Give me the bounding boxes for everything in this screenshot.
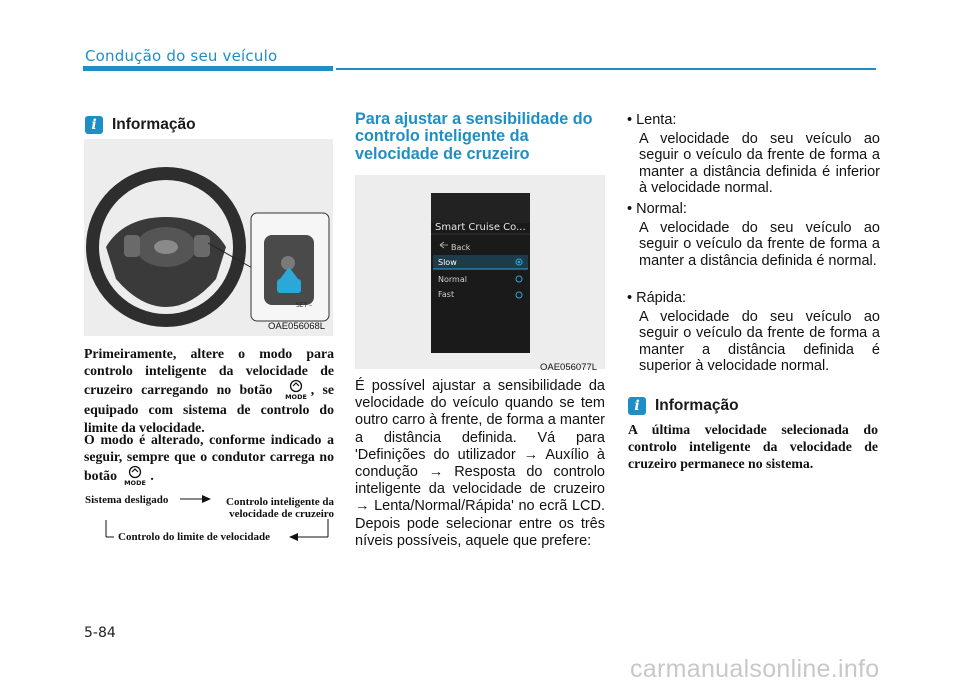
lcd-screen-title: Smart Cruise Co... <box>435 222 526 233</box>
diagram-system-off: Sistema desligado <box>85 494 169 506</box>
mode-button-icon-2-text: MODE <box>124 479 147 488</box>
bullet-rapida-body: A velocidade do seu veículo ao seguir o veículo da frente de forma a manter a distância definida é superior à velocidade normal. <box>639 308 880 374</box>
diagram-speed-limit: Controlo do limite de velocidade <box>118 531 270 543</box>
left-paragraph-2-end: . <box>150 468 154 484</box>
lcd-option-slow[interactable]: Slow <box>438 258 457 267</box>
info-heading-left <box>85 116 196 134</box>
section-title-sensitivity: Para ajustar a sensibilidade do controlo inteligente da velocidade de cruzeiro <box>355 110 593 163</box>
bullet-normal-body: A velocidade do seu veículo ao seguir o veículo da frente de forma a manter a distância definida é normal. <box>639 219 880 269</box>
left-paragraph-2-start: O modo é alterado, conforme indicado a seguir, sempre que o condutor carrega no botão <box>84 432 334 484</box>
header-rule-thin <box>336 68 876 70</box>
bullet-lenta-body: A velocidade do seu veículo ao seguir o veículo da frente de forma a manter a distância definida é inferior à velocidade normal. <box>639 130 880 196</box>
info-label-right: Informação <box>655 397 739 414</box>
diagram-smart-cruise-line2: velocidade de cruzeiro <box>229 508 334 520</box>
lcd-option-normal[interactable]: Normal <box>438 275 467 284</box>
watermark: carmanualsonline.info <box>630 655 880 683</box>
bullet-lenta-title: • Lenta: <box>627 112 677 128</box>
bullet-lenta <box>627 112 880 197</box>
steering-wheel-image <box>84 139 333 336</box>
lcd-back-item[interactable]: Back <box>451 243 471 252</box>
lcd-screen-frame <box>355 175 605 369</box>
lcd-screen-image <box>355 175 605 369</box>
mode-button-icon-text: MODE <box>284 393 307 402</box>
right-info-text: A última velocidade selecionada do controlo inteligente da velocidade de cruzeiro permanece no sistema. <box>628 422 878 472</box>
image-caption-left: OAE056068L <box>268 321 326 332</box>
middle-body-paragraph: É possível ajustar a sensibilidade da velocidade do veículo quando se tem outro carro à frente, de forma a manter a distância definida. Vá para 'Definições do utilizador → Auxílio à condução → Resposta do controlo inteligente da velocidade de cruzeiro → Lenta/Normal/Rápida' no ecrã LCD. Depois pode selecionar entre os três níveis possíveis, aquele que prefere: <box>355 378 605 549</box>
bullet-normal <box>627 201 880 269</box>
left-paragraph-2 <box>84 431 334 487</box>
left-paragraph-1 <box>84 345 334 436</box>
info-heading-right <box>628 397 739 415</box>
diagram-smart-cruise-line1: Controlo inteligente da <box>226 496 334 508</box>
bullet-rapida-title: • Rápida: <box>627 290 687 306</box>
info-label-left: Informação <box>112 116 196 133</box>
page-number: 5-84 <box>84 625 116 641</box>
info-icon-right: i <box>628 397 646 415</box>
left-paragraph-1-end: , se equipado com sistema de controlo do limite da velocidade. <box>84 382 334 435</box>
header-rule-thick <box>83 66 333 71</box>
steering-wheel-illustration <box>84 139 333 336</box>
mode-button-icon <box>283 379 309 401</box>
bullet-rapida <box>627 290 880 375</box>
svg-text:SET –: SET – <box>296 302 313 309</box>
lcd-option-fast[interactable]: Fast <box>438 290 455 299</box>
bullet-normal-title: • Normal: <box>627 201 687 217</box>
mode-button-icon-2 <box>122 465 148 487</box>
mode-cycle-arrows <box>84 490 334 550</box>
image-caption-middle: OAE056077L <box>540 362 598 373</box>
left-paragraph-1-start: Primeiramente, altere o modo para controlo inteligente da velocidade de cruzeiro carregando no botão <box>84 346 334 398</box>
info-icon: i <box>85 116 103 134</box>
section-header-title: Condução do seu veículo <box>85 47 278 65</box>
